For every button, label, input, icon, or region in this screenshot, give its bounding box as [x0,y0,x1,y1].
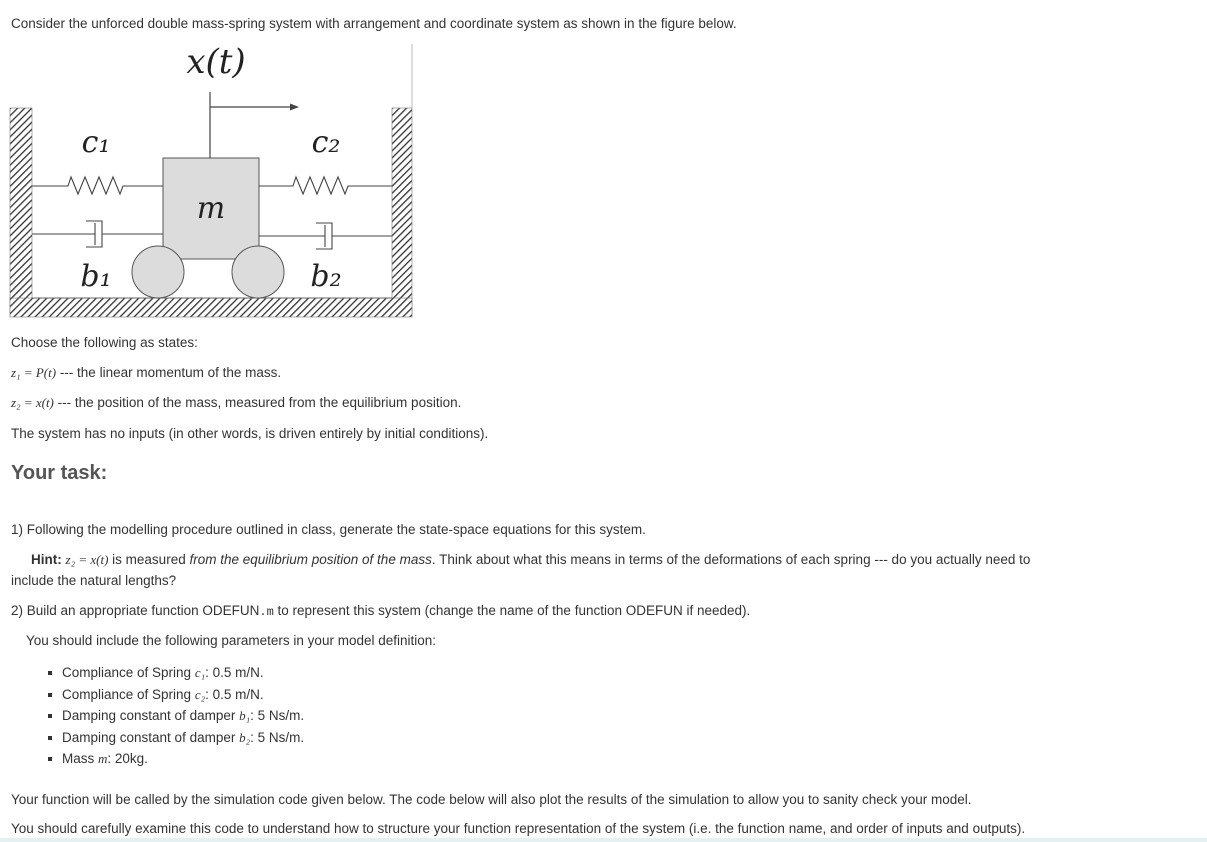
state-1-math: z₁ = P(t) [11,365,57,380]
intro-text: Consider the unforced double mass-spring system with arrangement and coordinate system as shown in the figure below. [11,16,737,31]
hint-emphasis: from the equilibrium position of the mass [189,552,432,567]
task-2 [11,603,750,619]
list-item: Compliance of Spring c₂: 0.5 m/N. [44,684,304,706]
damper-b1 [32,221,163,247]
list-item: Damping constant of damper b₂: 5 Ns/m. [44,727,304,749]
parameter-list [44,662,304,770]
hint [31,552,1030,568]
states-intro: Choose the following as states: [11,335,198,350]
hint-math: z₂ = x(t) [65,552,109,567]
mass-spring-diagram [0,40,420,322]
hint-post: . Think about what this means in terms of the deformations of each spring --- do you actually need to [431,552,1031,567]
state-2 [11,395,461,411]
left-wheel [132,246,184,298]
left-wall [10,108,32,316]
hint-label: Hint: [31,552,62,567]
simulation-text-1: Your function will be called by the simulation code given below. The code below will also plot the results of the simulation to allow you to sanity check your model. [11,792,972,807]
xt-label: x(t) [186,42,246,82]
simulation-text-2: You should carefully examine this code to understand how to structure your function representation of the system (i.e. the function name, and order of inputs and outputs). [11,821,1026,836]
list-item: Damping constant of damper b₁: 5 Ns/m. [44,705,304,727]
task-2-pre: 2) Build an appropriate function ODEFUN [11,603,260,618]
no-inputs-text: The system has no inputs (in other words, is driven entirely by initial conditions). [11,426,489,441]
right-wheel [232,246,284,298]
state-1-text: --- the linear momentum of the mass. [56,365,282,380]
mass-label: m [196,191,226,226]
ground [10,298,412,317]
c2-label: c₂ [311,125,341,160]
c1-label: c₁ [81,125,111,160]
task-heading: Your task: [11,462,108,484]
right-wall [392,108,412,316]
hint-pre: is measured [108,552,190,567]
b2-label: b₂ [310,259,342,294]
list-item: Mass m: 20kg. [44,748,304,770]
task-2-code: .m [259,605,274,619]
task-1: 1) Following the modelling procedure outlined in class, generate the state-space equations for this system. [11,522,646,537]
state-1 [11,365,281,381]
b1-label: b₁ [80,259,112,294]
spring-c1 [32,177,163,194]
list-item: Compliance of Spring c₁: 0.5 m/N. [44,662,304,684]
state-2-math: z₂ = x(t) [11,395,54,410]
task-2-post: to represent this system (change the name of the function ODEFUN if needed). [273,603,751,618]
params-intro: You should include the following parameters in your model definition: [26,633,437,648]
hint-continuation: include the natural lengths? [11,573,177,588]
spring-c2 [259,177,392,194]
damper-b2 [259,223,392,249]
state-2-text: --- the position of the mass, measured from the equilibrium position. [53,395,462,410]
bottom-divider [0,838,1207,842]
